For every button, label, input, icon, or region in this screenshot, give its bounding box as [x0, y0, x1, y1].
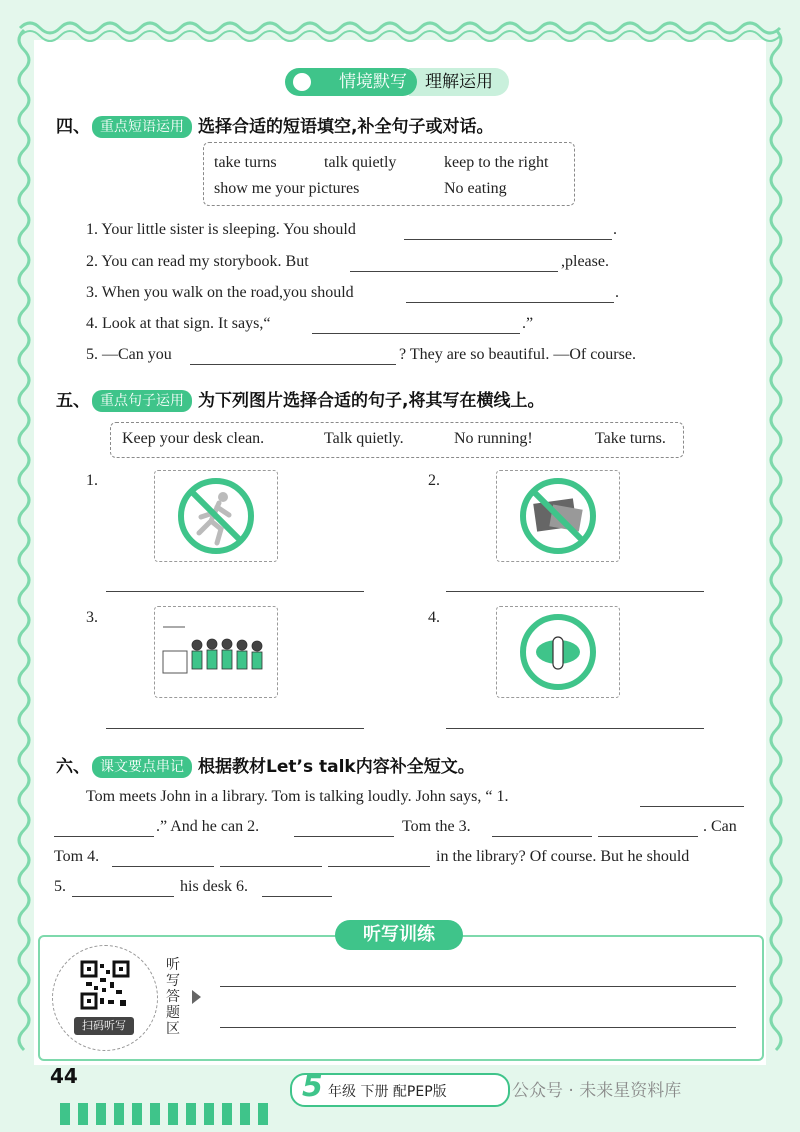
passage-blank[interactable] — [294, 836, 394, 837]
sentence-4-end: .” — [522, 315, 534, 332]
section5-title — [56, 386, 544, 412]
listening-title: 听写训练 — [335, 920, 463, 950]
passage-blank[interactable] — [492, 836, 592, 837]
quiet-icon — [497, 607, 619, 697]
item-number: 2. — [428, 472, 440, 489]
grade-number: 5 — [302, 1069, 323, 1104]
section4-title — [56, 112, 493, 138]
answer-blank[interactable] — [406, 302, 614, 303]
page-number: 44 — [50, 1064, 78, 1088]
section6-number: 六、 — [56, 757, 90, 777]
header-tag-right: 理解运用 — [409, 68, 509, 96]
sentence-1-end: . — [613, 221, 617, 238]
header-tag-left — [285, 68, 417, 96]
passage-line-4: 5. — [54, 878, 66, 895]
qr-code-icon[interactable] — [80, 960, 130, 1010]
sentence-option: No running! — [454, 430, 533, 447]
section6-title — [56, 752, 475, 778]
passage-line-2c: . Can — [703, 818, 737, 835]
sentence-1: 1. Your little sister is sleeping. You should — [86, 221, 356, 238]
answer-line[interactable] — [106, 591, 364, 592]
sentence-2: 2. You can read my storybook. But — [86, 253, 309, 270]
picture-no-running — [154, 470, 278, 562]
sentence-2-end: ,please. — [561, 253, 609, 270]
answer-blank[interactable] — [350, 271, 558, 272]
item-number: 4. — [428, 609, 440, 626]
section5-number: 五、 — [56, 391, 90, 411]
header-tag-left-label: 情境默写 — [339, 72, 407, 92]
sentence-5-end: ? They are so beautiful. —Of course. — [399, 346, 636, 363]
sentence-3: 3. When you walk on the road,you should — [86, 284, 354, 301]
arrow-right-icon — [192, 990, 201, 1004]
answer-line[interactable] — [106, 728, 364, 729]
section4-instruction: 选择合适的短语填空,补全句子或对话。 — [198, 117, 494, 137]
phrase-option: keep to the right — [444, 154, 549, 171]
footer-stripes — [60, 1103, 276, 1130]
passage-blank[interactable] — [640, 806, 744, 807]
desk-icon — [497, 471, 619, 561]
passage-line-3b: in the library? Of course. But he should — [436, 848, 690, 865]
passage-blank[interactable] — [598, 836, 698, 837]
sentence-option: Talk quietly. — [324, 430, 404, 447]
badge-icon — [293, 73, 311, 91]
answer-line[interactable] — [446, 591, 704, 592]
passage-blank[interactable] — [112, 866, 214, 867]
item-number: 1. — [86, 472, 98, 489]
section5-tag: 重点句子运用 — [92, 390, 192, 412]
dictation-line[interactable] — [220, 986, 736, 987]
sentence-3-end: . — [615, 284, 619, 301]
section-header-pill — [285, 68, 510, 96]
answer-line[interactable] — [446, 728, 704, 729]
phrase-option: talk quietly — [324, 154, 397, 171]
passage-blank[interactable] — [220, 866, 322, 867]
sentence-option: Take turns. — [595, 430, 666, 447]
passage-line-1: Tom meets John in a library. Tom is talking loudly. John says, “ 1. — [86, 788, 509, 805]
picture-no-eating — [496, 470, 620, 562]
grade-badge — [290, 1069, 510, 1107]
picture-talk-quietly — [496, 606, 620, 698]
section5-instruction: 为下列图片选择合适的句子,将其写在横线上。 — [198, 391, 545, 411]
passage-blank[interactable] — [72, 896, 174, 897]
scan-label: 扫码听写 — [74, 1017, 134, 1035]
section4-number: 四、 — [56, 117, 90, 137]
passage-blank[interactable] — [262, 896, 332, 897]
answer-area-label: 听写答题区 — [166, 957, 180, 1037]
sentence-4: 4. Look at that sign. It says,“ — [86, 315, 271, 332]
answer-blank[interactable] — [190, 364, 396, 365]
passage-line-3: Tom 4. — [54, 848, 100, 865]
passage-line-4b: his desk 6. — [180, 878, 248, 895]
passage-blank[interactable] — [54, 836, 154, 837]
item-number: 3. — [86, 609, 98, 626]
phrase-option: show me your pictures — [214, 180, 360, 197]
answer-blank[interactable] — [312, 333, 520, 334]
section6-instruction: 根据教材Let’s talk内容补全短文。 — [198, 757, 475, 777]
phrase-option: take turns — [214, 154, 277, 171]
grade-text: 年级 下册 配PEP版 — [328, 1084, 447, 1100]
section6-tag: 课文要点串记 — [92, 756, 192, 778]
picture-take-turns — [154, 606, 278, 698]
answer-blank[interactable] — [404, 239, 612, 240]
passage-line-2b: Tom the 3. — [402, 818, 471, 835]
dictation-line[interactable] — [220, 1027, 736, 1028]
passage-line-2: .” And he can 2. — [156, 818, 260, 835]
sentence-5: 5. —Can you — [86, 346, 172, 363]
section4-tag: 重点短语运用 — [92, 116, 192, 138]
sentence-option: Keep your desk clean. — [122, 430, 265, 447]
passage-blank[interactable] — [328, 866, 430, 867]
queue-icon — [155, 607, 277, 697]
phrase-option: No eating — [444, 180, 507, 197]
no-running-icon — [155, 471, 277, 561]
watermark-text: 公众号 · 未来星资料库 — [512, 1081, 682, 1101]
